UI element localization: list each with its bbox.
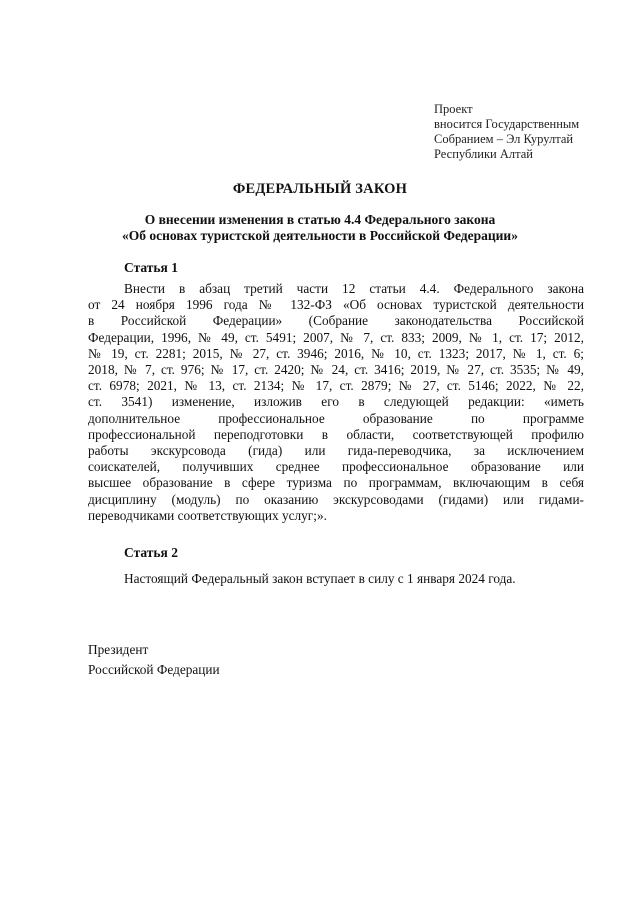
article-1-heading: Статья 1 bbox=[124, 260, 178, 275]
article-1-line: Внести в абзац третий части 12 статьи 4.4. Федерального закона bbox=[124, 281, 584, 296]
article-1-line: переводчиками соответствующих услуг;». bbox=[88, 507, 327, 523]
article-1-line: ст. 6978; 2021, № 13, ст. 2134; № 17, ст. 2879; № 27, ст. 5146; 2022, № 22, bbox=[88, 378, 584, 394]
law-subtitle-line: О внесении изменения в статью 4.4 Федерального закона bbox=[144, 212, 496, 227]
article-1-line: соискателей, получивших среднее профессиональное образование или bbox=[88, 459, 584, 475]
article-1-line: в Российской Федерации» (Собрание законодательства Российской bbox=[88, 313, 584, 329]
signature-title: Президент bbox=[88, 642, 149, 657]
law-subtitle-line: «Об основах туристской деятельности в Российской Федерации» bbox=[122, 228, 518, 243]
article-1-line: ст. 3541) изменение, изложив его в следующей редакции: «иметь bbox=[88, 394, 584, 410]
law-subtitle bbox=[0, 212, 640, 244]
article-1-line: Федерации, 1996, № 49, ст. 5491; 2007, № 7, ст. 833; 2009, № 1, ст. 17; 2012, bbox=[88, 329, 584, 345]
article-1-line: высшее образование в сфере туризма по программам, включающим в себя bbox=[88, 475, 584, 491]
article-2-heading: Статья 2 bbox=[124, 545, 178, 560]
article-1-line: дополнительное профессиональное образование по программе bbox=[88, 410, 584, 426]
project-note-line: Республики Алтай bbox=[434, 147, 533, 161]
project-note-line: вносится Государственным bbox=[434, 117, 580, 131]
signature-title-org: Российской Федерации bbox=[88, 662, 220, 677]
signature-block bbox=[88, 640, 220, 680]
law-title: ФЕДЕРАЛЬНЫЙ ЗАКОН bbox=[232, 181, 408, 197]
article-1-line: 2018, № 7, ст. 976; № 17, ст. 2420; № 24, ст. 3416; 2019, № 27, ст. 3535; № 49, bbox=[88, 362, 584, 378]
article-1-line: № 19, ст. 2281; 2015, № 27, ст. 3946; 2016, № 10, ст. 1323; 2017, № 1, ст. 6; bbox=[88, 345, 584, 361]
project-note-line: Проект bbox=[434, 102, 473, 116]
article-1-line: дисциплину (модуль) по оказанию экскурсоводами (гидами) или гидами- bbox=[88, 491, 584, 507]
project-note bbox=[434, 102, 579, 162]
article-1-line: от 24 ноября 1996 года № 132-ФЗ «Об основах туристской деятельности bbox=[88, 297, 584, 313]
project-note-line: Собранием – Эл Курултай bbox=[434, 132, 574, 146]
article-1-text bbox=[88, 281, 584, 524]
article-2-text: Настоящий Федеральный закон вступает в силу с 1 января 2024 года. bbox=[124, 571, 516, 586]
article-1-line: работы экскурсовода (гида) или гида-переводчика, за исключением bbox=[88, 443, 584, 459]
article-1-line: профессиональной переподготовки в области, соответствующей профилю bbox=[88, 426, 584, 442]
